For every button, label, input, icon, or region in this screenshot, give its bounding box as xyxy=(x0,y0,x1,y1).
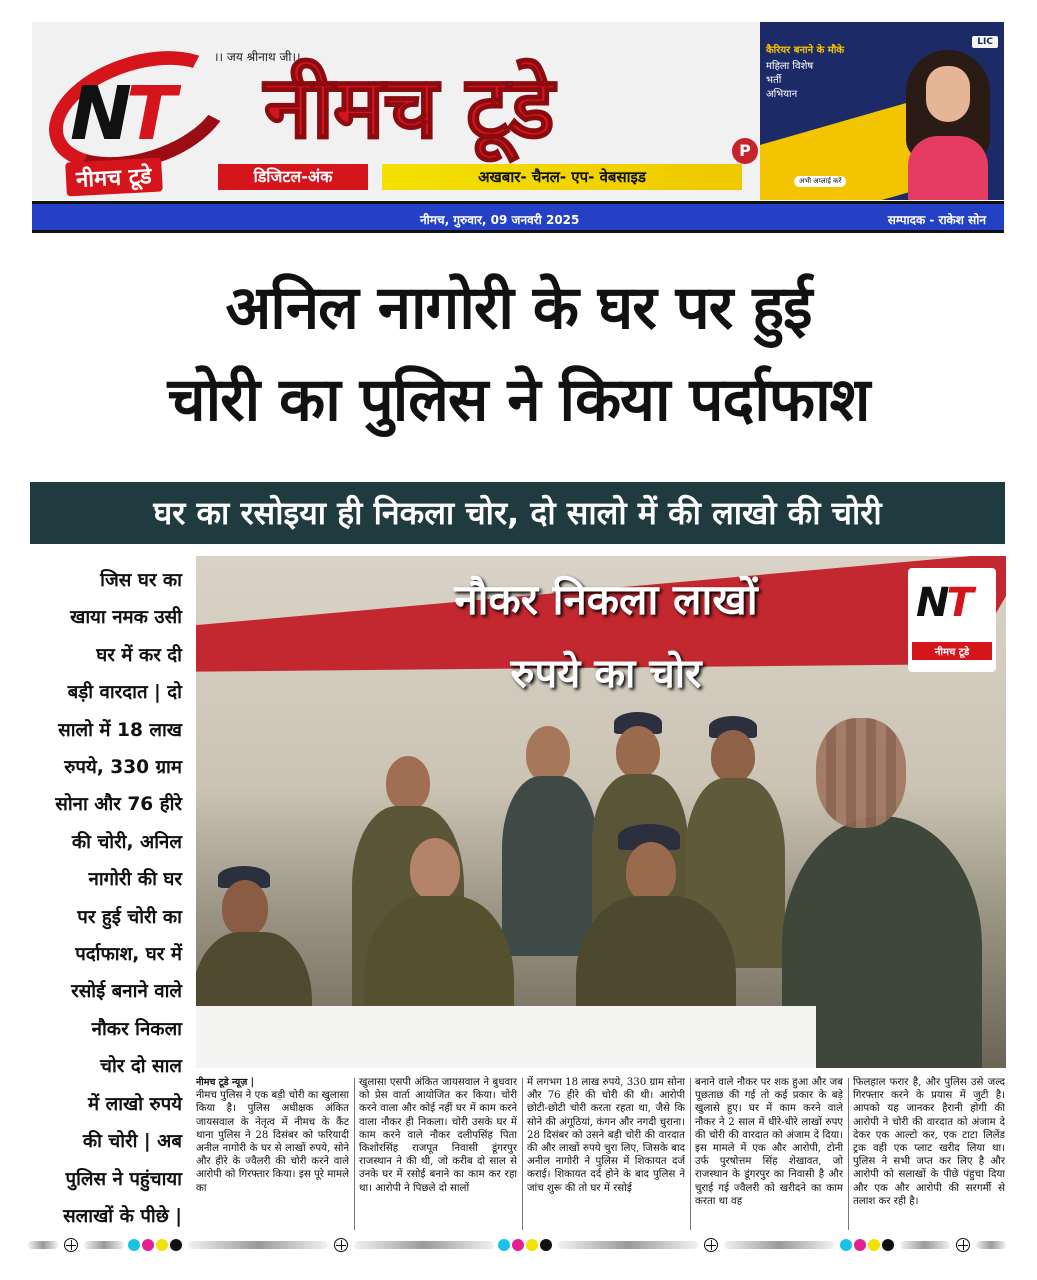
yellow-dot-icon xyxy=(868,1239,880,1251)
cyan-dot-icon xyxy=(128,1239,140,1251)
column-divider xyxy=(522,1078,523,1230)
quote-line: सोना और 76 हीरे xyxy=(55,794,182,816)
article-text: खुलासा एसपी अंकित जायसवाल ने बुधवार को प्रेस वार्ता आयोजित कर किया। चोरी करने वाला और कोई नहीं घर में काम करने वाला नौकर ही निकला। चोरी उसके घर में काम करने वाले नौकर दलीपसिंह पिता किशोरसिंह राजपूत निवासी डूंगरपुर राजस्थान ने की थी, जो करीब दो साल से उनके घर में रसोई बनाने का काम कर रहा था। आरोपी ने पिछले दो सालों xyxy=(359,1077,517,1194)
quote-line: पर्दाफाश, घर में xyxy=(75,944,182,966)
black-dot-icon xyxy=(882,1239,894,1251)
quote-line: सालो में 18 लाख xyxy=(58,719,182,741)
magenta-dot-icon xyxy=(854,1239,866,1251)
column-divider xyxy=(354,1078,355,1230)
registration-mark-icon xyxy=(956,1238,970,1252)
date-bar xyxy=(32,201,1004,233)
quote-line: पुलिस ने पहुंचाया xyxy=(65,1168,182,1190)
headline-line: अनिल नागोरी के घर पर हुई xyxy=(225,273,812,343)
logo-mark: NT xyxy=(70,71,171,157)
newspaper-logo xyxy=(40,48,240,200)
news-photo xyxy=(196,556,1006,1068)
edition-label: डिजिटल-अंक xyxy=(218,164,368,190)
article-column xyxy=(196,1076,349,1234)
print-registration-strip xyxy=(28,1238,1008,1252)
photo-channel-logo: NT नीमच टूडे xyxy=(908,568,996,672)
quote-line: चोर दो साल xyxy=(100,1056,182,1078)
article-text: बनाने वाले नौकर पर शक हुआ और जब पूछताछ की गई तो कई प्रकार के बड़े खुलासे हुए। घर में काम करने वाले नौकर ने 2 साल में धीरे-धीरे लाखों रुपए की चोरी की वारदात को अंजाम दे दिया। इस मामले में एक और आरोपी, टोनी उर्फ पुरषोत्तम सिंह शेखावत, जो राजस्थान के डूंगरपुर का निवासी है और चुराई गई ज्वैलरी को खरीदने का काम करता था वह xyxy=(695,1077,843,1207)
photo-overlay-title: नौकर निकला लाखों xyxy=(454,575,758,624)
article-column xyxy=(695,1076,843,1234)
greeting: ।। जय श्रीनाथ जी।। xyxy=(214,50,301,64)
ad-line: भर्ती xyxy=(766,75,782,86)
desk xyxy=(196,1006,816,1068)
quote-line: में लाखो रुपये xyxy=(88,1093,182,1115)
magenta-dot-icon xyxy=(512,1239,524,1251)
byline: नीमच टूडे न्यूज़ | xyxy=(196,1077,255,1088)
cyan-dot-icon xyxy=(840,1239,852,1251)
yellow-dot-icon xyxy=(156,1239,168,1251)
article-column xyxy=(359,1076,517,1234)
quote-line: खाया नमक उसी xyxy=(70,607,182,629)
pinterest-icon: P xyxy=(732,138,758,164)
headline-line: चोरी का पुलिस ने किया पर्दाफाश xyxy=(167,365,870,435)
yellow-dot-icon xyxy=(526,1239,538,1251)
tagline: अखबार- चैनल- एप- वेबसाइड xyxy=(382,164,742,190)
quote-line: की चोरी | अब xyxy=(82,1131,182,1153)
main-headline xyxy=(0,262,1037,446)
article-text: नीमच पुलिस ने एक बड़ी चोरी का खुलासा किया है। पुलिस अधीक्षक अंकित जायसवाल के नेतृत्व में नीमच के कैंट थाना पुलिस ने 28 दिसंबर को फरियादी अनील नागोरी के घर से लाखों रुपये, सोने और हीरे के ज्वैलरी की चोरी करने वाले आरोपी को गिरफ्तार किया। इस पूरे मामले का xyxy=(196,1090,349,1194)
ad-brand: LIC xyxy=(972,36,998,48)
ad-heading: कैरियर बनाने के मौके xyxy=(766,45,845,56)
pull-quote xyxy=(30,562,182,1235)
quote-line: रसोई बनाने वाले xyxy=(71,981,182,1003)
quote-line: रुपये, 330 ग्राम xyxy=(64,757,182,779)
column-divider xyxy=(690,1078,691,1230)
quote-line: पर हुई चोरी का xyxy=(77,906,182,928)
sub-headline: घर का रसोइया ही निकला चोर, दो सालो में की लाखो की चोरी xyxy=(30,482,1005,544)
article-column xyxy=(527,1076,685,1234)
cyan-dot-icon xyxy=(498,1239,510,1251)
issue-date: नीमच, गुरुवार, 09 जनवरी 2025 xyxy=(420,213,580,227)
quote-line: बड़ी वारदात | दो xyxy=(67,682,182,704)
registration-mark-icon xyxy=(334,1238,348,1252)
quote-line: सलाखों के पीछे | xyxy=(63,1205,182,1227)
masthead xyxy=(32,22,1004,200)
magenta-dot-icon xyxy=(142,1239,154,1251)
advertisement xyxy=(760,22,1004,200)
ad-line: महिला विशेष xyxy=(766,61,814,72)
registration-mark-icon xyxy=(704,1238,718,1252)
article-text: में लगभग 18 लाख रुपये, 330 ग्राम सोना और 76 हीरे की चोरी की थी। आरोपी छोटी-छोटी चोरी करता रहता था, जैसे कि सोने की अंगूठियां, कंगन और नगदी चुराना। 28 दिसंबर को उसने बड़ी चोरी की वारदात की और लाखों रुपये चुरा लिए, जिसके बाद अनील नागोरी ने पुलिस में शिकायत दर्ज कराई। शिकायत दर्द होने के बाद पुलिस ने जांच शुरू की तो घर में रसोई xyxy=(527,1077,685,1194)
quote-line: की चोरी, अनिल xyxy=(71,831,182,853)
photo-overlay-subtitle: रुपये का चोर xyxy=(510,651,702,697)
black-dot-icon xyxy=(540,1239,552,1251)
ad-line: अभियान xyxy=(766,89,798,100)
column-divider xyxy=(848,1078,849,1230)
quote-line: घर में कर दी xyxy=(96,644,182,666)
quote-line: नौकर निकला xyxy=(91,1018,182,1040)
quote-line: जिस घर का xyxy=(100,570,182,591)
black-dot-icon xyxy=(170,1239,182,1251)
article-column xyxy=(853,1076,1005,1234)
ad-model-image xyxy=(900,44,996,200)
quote-line: नागोरी की घर xyxy=(88,869,182,891)
registration-mark-icon xyxy=(64,1238,78,1252)
newspaper-title: नीमच टूडे xyxy=(264,58,554,158)
blurred-face xyxy=(816,718,906,828)
ad-cta-button[interactable]: अभी अप्लाई करें xyxy=(794,176,846,187)
editor-credit: सम्पादक - राकेश सोन xyxy=(887,213,986,227)
logo-label: नीमच टूडे xyxy=(65,158,162,197)
article-text: फिलहाल फरार है, और पुलिस उसे जल्द गिरफ्तार करने के प्रयास में जुटी है। आपको यह जानकर हैरानी होगी की आरोपी ने चोरी की वारदात को अंजाम दे देकर एक आल्टो कर, एक टाटा लिलेंड ट्रक वही एक प्लाट खरीद लिया था। पुलिस ने सभी जप्त कर लिए है और आरोपी को सलाखों के पीछे पंहुचा दिया और एक और आरोपी की सरगर्मी से तलाश कर रही है। xyxy=(853,1077,1005,1207)
